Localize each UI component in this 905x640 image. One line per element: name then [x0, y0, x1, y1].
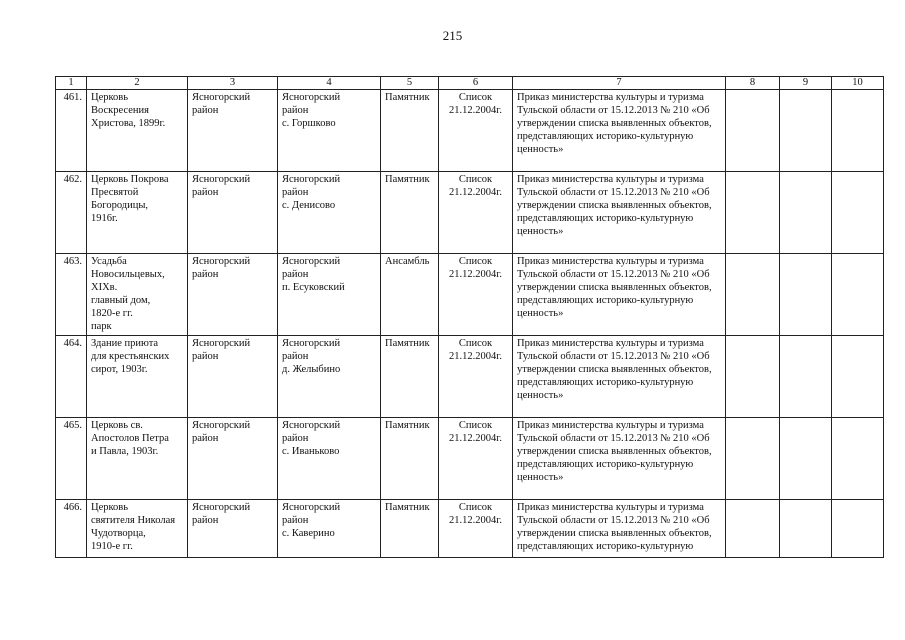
location-cell [278, 500, 381, 558]
order-line: Приказ министерства культуры и туризма [517, 256, 704, 267]
empty-cell [780, 90, 832, 172]
order-cell [513, 336, 726, 418]
order-line: Приказ министерства культуры и туризма [517, 174, 704, 185]
district-line: Ясногорский [192, 420, 251, 431]
location-line: Ясногорский [282, 256, 341, 267]
row-number: 462. [56, 172, 87, 254]
category-cell: Ансамбль [381, 254, 439, 336]
list-cell [439, 336, 513, 418]
category-cell: Памятник [381, 336, 439, 418]
district-line: район [192, 269, 219, 280]
location-line: Ясногорский [282, 502, 341, 513]
location-line: Ясногорский [282, 338, 341, 349]
district-cell [188, 336, 278, 418]
object-name-line: Церковь [91, 502, 129, 513]
order-line: Приказ министерства культуры и туризма [517, 338, 704, 349]
list-line: Список [458, 92, 493, 103]
object-name-line: XIXв. [91, 282, 118, 293]
district-line: район [192, 105, 219, 116]
list-line: 21.12.2004г. [449, 187, 502, 198]
order-cell [513, 500, 726, 558]
order-line: представляющих историко-культурную [517, 459, 694, 470]
empty-cell [726, 336, 780, 418]
list-cell [439, 418, 513, 500]
table-row [56, 500, 884, 558]
empty-cell [726, 254, 780, 336]
order-line: Тульской области от 15.12.2013 № 210 «Об [517, 269, 710, 280]
location-line: район [282, 105, 309, 116]
column-header-2: 2 [87, 77, 188, 90]
heritage-registry-table [55, 76, 884, 558]
location-line: с. Горшково [282, 118, 336, 129]
order-line: представляющих историко-культурную [517, 131, 694, 142]
list-line: 21.12.2004г. [449, 515, 502, 526]
list-line: 21.12.2004г. [449, 433, 502, 444]
empty-cell [832, 418, 884, 500]
category-cell: Памятник [381, 90, 439, 172]
column-header-7: 7 [513, 77, 726, 90]
district-line: район [192, 351, 219, 362]
order-line: Приказ министерства культуры и туризма [517, 502, 704, 513]
empty-cell [780, 172, 832, 254]
object-name-cell [87, 90, 188, 172]
district-line: Ясногорский [192, 92, 251, 103]
object-name-line: Воскресения [91, 105, 149, 116]
empty-cell [780, 336, 832, 418]
object-name-line: Христова, 1899г. [91, 118, 166, 129]
list-line: Список [458, 338, 493, 349]
order-line: ценность» [517, 226, 564, 237]
table-row [56, 254, 884, 336]
object-name-line: Церковь [91, 92, 129, 103]
object-name-line: 1916г. [91, 213, 118, 224]
object-name-cell [87, 254, 188, 336]
district-cell [188, 500, 278, 558]
order-line: ценность» [517, 308, 564, 319]
object-name-line: Новосильцевых, [91, 269, 165, 280]
row-number: 464. [56, 336, 87, 418]
column-number-row [56, 77, 884, 90]
column-header-1: 1 [56, 77, 87, 90]
list-line: 21.12.2004г. [449, 351, 502, 362]
empty-cell [832, 90, 884, 172]
location-cell [278, 336, 381, 418]
object-name-line: Церковь Покрова [91, 174, 169, 185]
order-line: Тульской области от 15.12.2013 № 210 «Об [517, 105, 710, 116]
column-header-9: 9 [780, 77, 832, 90]
object-name-line: Здание приюта [91, 338, 159, 349]
object-name-line: Чудотворца, [91, 528, 146, 539]
location-cell [278, 418, 381, 500]
empty-cell [780, 254, 832, 336]
location-line: п. Есуковский [282, 282, 345, 293]
empty-cell [726, 172, 780, 254]
table-row [56, 172, 884, 254]
district-line: Ясногорский [192, 256, 251, 267]
order-line: Тульской области от 15.12.2013 № 210 «Об [517, 515, 710, 526]
category-cell: Памятник [381, 500, 439, 558]
order-line: представляющих историко-культурную [517, 213, 694, 224]
list-cell [439, 172, 513, 254]
list-line: 21.12.2004г. [449, 269, 502, 280]
column-header-5: 5 [381, 77, 439, 90]
location-line: район [282, 187, 309, 198]
column-header-4: 4 [278, 77, 381, 90]
empty-cell [780, 500, 832, 558]
order-cell [513, 90, 726, 172]
object-name-line: святителя Николая [91, 515, 176, 526]
location-line: район [282, 515, 309, 526]
row-number: 465. [56, 418, 87, 500]
order-cell [513, 172, 726, 254]
district-line: район [192, 515, 219, 526]
location-cell [278, 254, 381, 336]
empty-cell [726, 418, 780, 500]
district-line: Ясногорский [192, 338, 251, 349]
column-header-3: 3 [188, 77, 278, 90]
object-name-cell [87, 418, 188, 500]
order-line: представляющих историко-культурную [517, 541, 694, 552]
object-name-line: и Павла, 1903г. [91, 446, 159, 457]
district-line: Ясногорский [192, 174, 251, 185]
order-line: ценность» [517, 144, 564, 155]
order-cell [513, 418, 726, 500]
object-name-line: Апостолов Петра [91, 433, 169, 444]
row-number: 461. [56, 90, 87, 172]
empty-cell [832, 336, 884, 418]
table-row [56, 336, 884, 418]
order-line: утверждении списка выявленных объектов, [517, 364, 712, 375]
order-line: утверждении списка выявленных объектов, [517, 446, 712, 457]
list-line: Список [458, 502, 493, 513]
list-line: Список [458, 256, 493, 267]
table-row [56, 90, 884, 172]
list-cell [439, 90, 513, 172]
object-name-cell [87, 500, 188, 558]
row-number: 466. [56, 500, 87, 558]
district-cell [188, 90, 278, 172]
location-line: д. Желыбино [282, 364, 341, 375]
location-line: район [282, 433, 309, 444]
list-cell [439, 254, 513, 336]
order-line: Тульской области от 15.12.2013 № 210 «Об [517, 433, 710, 444]
object-name-line: сирот, 1903г. [91, 364, 148, 375]
object-name-line: парк [91, 321, 112, 332]
order-line: представляющих историко-культурную [517, 295, 694, 306]
district-line: Ясногорский [192, 502, 251, 513]
district-cell [188, 254, 278, 336]
location-line: район [282, 269, 309, 280]
empty-cell [832, 254, 884, 336]
location-line: с. Иваньково [282, 446, 340, 457]
object-name-cell [87, 172, 188, 254]
object-name-line: 1820-е гг. [91, 308, 133, 319]
location-line: с. Каверино [282, 528, 335, 539]
location-line: Ясногорский [282, 92, 341, 103]
category-cell: Памятник [381, 172, 439, 254]
empty-cell [726, 90, 780, 172]
order-line: представляющих историко-культурную [517, 377, 694, 388]
row-number: 463. [56, 254, 87, 336]
order-line: Тульской области от 15.12.2013 № 210 «Об [517, 351, 710, 362]
district-line: район [192, 433, 219, 444]
object-name-line: 1910-е гг. [91, 541, 133, 552]
location-line: район [282, 351, 309, 362]
order-line: утверждении списка выявленных объектов, [517, 528, 712, 539]
district-line: район [192, 187, 219, 198]
list-line: 21.12.2004г. [449, 105, 502, 116]
object-name-line: Церковь св. [91, 420, 143, 431]
location-cell [278, 172, 381, 254]
empty-cell [832, 172, 884, 254]
empty-cell [726, 500, 780, 558]
object-name-line: Усадьба [91, 256, 127, 267]
page-number: 215 [442, 28, 463, 43]
column-header-8: 8 [726, 77, 780, 90]
empty-cell [832, 500, 884, 558]
order-cell [513, 254, 726, 336]
location-line: с. Денисово [282, 200, 336, 211]
location-line: Ясногорский [282, 174, 341, 185]
order-line: Тульской области от 15.12.2013 № 210 «Об [517, 187, 710, 198]
district-cell [188, 172, 278, 254]
list-line: Список [458, 174, 493, 185]
empty-cell [780, 418, 832, 500]
category-cell: Памятник [381, 418, 439, 500]
order-line: утверждении списка выявленных объектов, [517, 282, 712, 293]
order-line: утверждении списка выявленных объектов, [517, 118, 712, 129]
object-name-line: Пресвятой [91, 187, 139, 198]
order-line: Приказ министерства культуры и туризма [517, 420, 704, 431]
column-header-10: 10 [832, 77, 884, 90]
location-cell [278, 90, 381, 172]
list-cell [439, 500, 513, 558]
object-name-line: главный дом, [91, 295, 151, 306]
table-row [56, 418, 884, 500]
order-line: ценность» [517, 390, 564, 401]
list-line: Список [458, 420, 493, 431]
object-name-cell [87, 336, 188, 418]
object-name-line: Богородицы, [91, 200, 149, 211]
object-name-line: для крестьянских [91, 351, 170, 362]
order-line: ценность» [517, 472, 564, 483]
order-line: Приказ министерства культуры и туризма [517, 92, 704, 103]
column-header-6: 6 [439, 77, 513, 90]
district-cell [188, 418, 278, 500]
location-line: Ясногорский [282, 420, 341, 431]
order-line: утверждении списка выявленных объектов, [517, 200, 712, 211]
